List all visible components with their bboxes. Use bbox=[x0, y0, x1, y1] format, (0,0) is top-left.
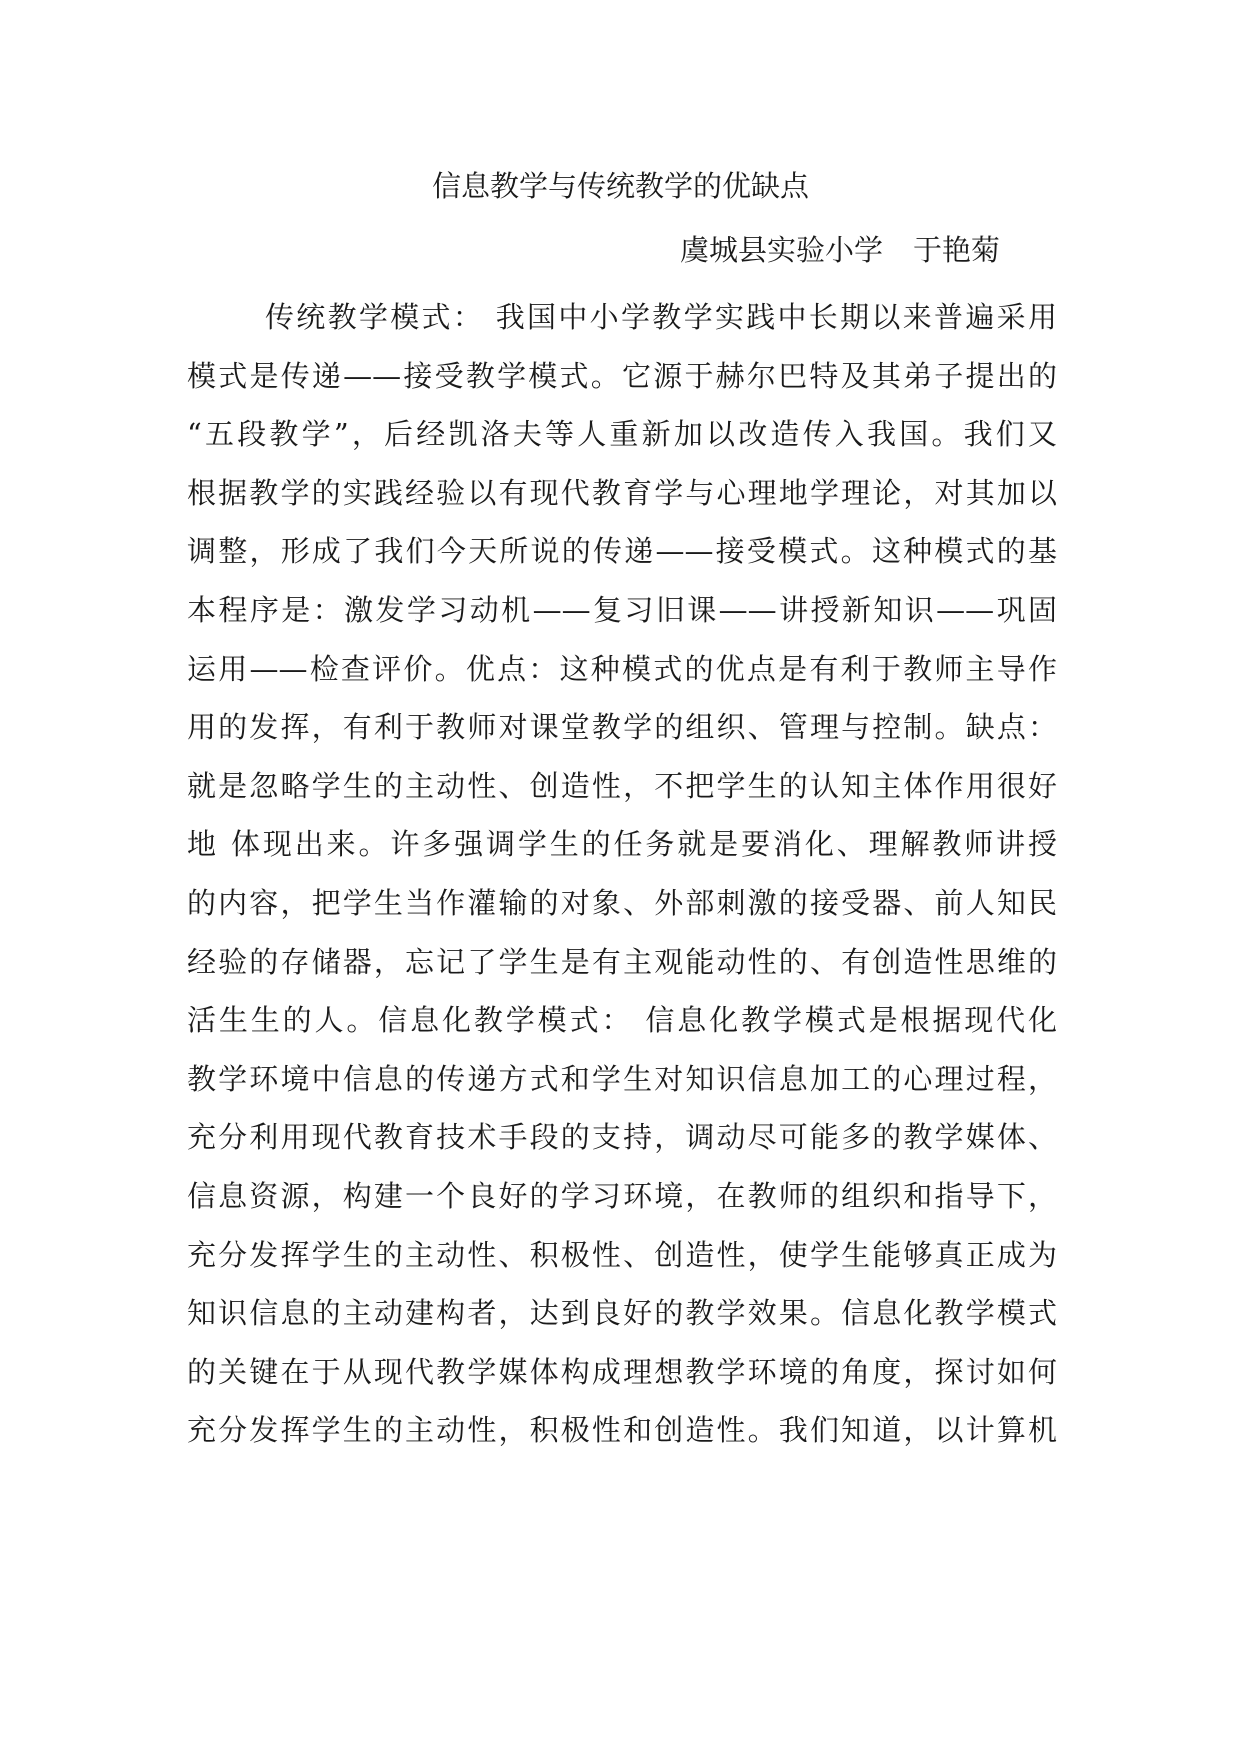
body-line: 调整，形成了我们今天所说的传递——接受模式。这种模式的基 bbox=[187, 534, 1057, 569]
body-line: 充分发挥学生的主动性、积极性、创造性，使学生能够真正成为 bbox=[187, 1237, 1057, 1272]
body-line: 活生生的人。信息化教学模式： 信息化教学模式是根据现代化 bbox=[187, 1003, 1057, 1038]
body-line: 知识信息的主动建构者，达到良好的教学效果。信息化教学模式 bbox=[187, 1296, 1057, 1331]
body-line: 教学环境中信息的传递方式和学生对知识信息加工的心理过程， bbox=[187, 1061, 1057, 1096]
byline-school: 虞城县实验小学 bbox=[680, 233, 884, 267]
body-line: 地 体现出来。许多强调学生的任务就是要消化、理解教师讲授 bbox=[187, 827, 1057, 862]
body-line: 根据教学的实践经验以有现代教育学与心理地学理论，对其加以 bbox=[187, 475, 1057, 510]
body-line: 充分利用现代教育技术手段的支持，调动尽可能多的教学媒体、 bbox=[187, 1120, 1057, 1155]
body-line: 本程序是：激发学习动机——复习旧课——讲授新知识——巩固 bbox=[187, 592, 1057, 627]
body-line: 就是忽略学生的主动性、创造性，不把学生的认知主体作用很好 bbox=[187, 768, 1057, 803]
body-line: 运用——检查评价。优点：这种模式的优点是有利于教师主导作 bbox=[187, 651, 1057, 686]
body-line: 经验的存储器，忘记了学生是有主观能动性的、有创造性思维的 bbox=[187, 944, 1057, 979]
document-body bbox=[187, 288, 1057, 1460]
body-line: 信息资源，构建一个良好的学习环境，在教师的组织和指导下， bbox=[187, 1178, 1057, 1213]
body-line: 模式是传递——接受教学模式。它源于赫尔巴特及其弟子提出的 bbox=[187, 358, 1057, 393]
byline-author: 于艳菊 bbox=[913, 233, 1001, 267]
body-line: 用的发挥，有利于教师对课堂教学的组织、管理与控制。缺点： bbox=[187, 710, 1057, 745]
body-line: 传统教学模式： 我国中小学教学实践中长期以来普遍采用 bbox=[265, 300, 1057, 334]
body-line: 的内容，把学生当作灌输的对象、外部刺激的接受器、前人知民 bbox=[187, 885, 1057, 920]
body-line: 的关键在于从现代教学媒体构成理想教学环境的角度，探讨如何 bbox=[187, 1354, 1057, 1389]
document-byline bbox=[680, 228, 1000, 269]
body-line: “五段教学”，后经凯洛夫等人重新加以改造传入我国。我们又 bbox=[187, 417, 1057, 452]
document-title: 信息教学与传统教学的优缺点 bbox=[431, 169, 809, 203]
body-line: 充分发挥学生的主动性，积极性和创造性。我们知道，以计算机 bbox=[187, 1413, 1057, 1448]
